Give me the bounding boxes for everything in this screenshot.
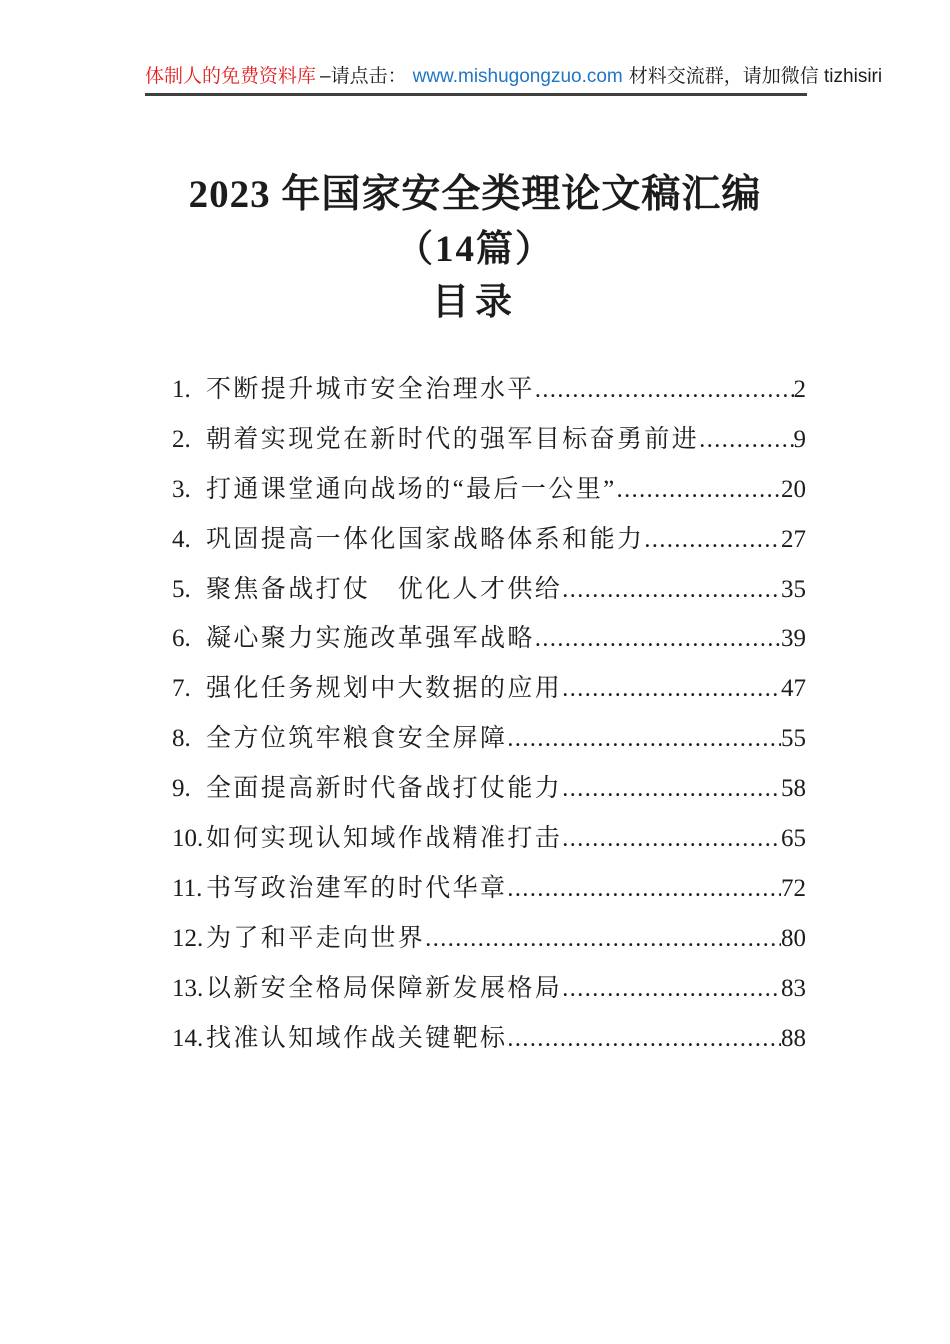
toc-item-page: 39 (781, 625, 806, 653)
toc-item[interactable] (172, 377, 806, 402)
toc-item-page: 27 (781, 525, 806, 553)
toc-item-page: 47 (781, 675, 806, 703)
toc-leader-dots (535, 626, 781, 652)
toc-item-number: 14. (172, 1024, 204, 1052)
toc-item-title: 聚焦备战打仗 优化人才供给 (206, 575, 563, 603)
toc-item-title: 如何实现认知域作战精准打击 (206, 825, 563, 853)
toc-item[interactable] (172, 477, 806, 502)
toc-heading: 目录 (432, 282, 518, 323)
toc-item-title: 凝心聚力实施改革强军战略 (206, 625, 535, 653)
toc-item-title: 巩固提高一体化国家战略体系和能力 (206, 525, 645, 553)
toc-item-page: 88 (781, 1024, 806, 1052)
toc-item-title: 全面提高新时代备战打仗能力 (206, 775, 563, 803)
toc-item-page: 58 (781, 775, 806, 803)
toc-item-page: 35 (781, 575, 806, 603)
document-title: 2023 年国家安全类理论文稿汇编 (188, 173, 762, 216)
toc-item-page: 9 (793, 425, 806, 453)
toc-item[interactable] (172, 527, 806, 552)
toc-leader-dots (562, 776, 781, 802)
toc-item-title: 找准认知域作战关键靶标 (206, 1024, 508, 1052)
toc-item[interactable] (172, 427, 806, 452)
toc-leader-dots (699, 427, 793, 453)
toc-item-page: 65 (781, 825, 806, 853)
toc-item-title: 不断提升城市安全治理水平 (206, 376, 535, 403)
toc-item-number: 4. (172, 525, 191, 553)
toc-leader-dots (507, 1026, 781, 1052)
toc-item-page: 72 (781, 874, 806, 902)
toc-item-page: 83 (781, 974, 806, 1002)
toc-item-page: 2 (793, 376, 806, 403)
title-block (0, 167, 950, 329)
toc-leader-dots (644, 527, 781, 553)
toc-item-number: 11. (172, 874, 203, 902)
toc-item-title: 书写政治建军的时代华章 (206, 874, 508, 902)
toc-item-title: 朝着实现党在新时代的强军目标奋勇前进 (206, 425, 700, 453)
toc-item[interactable] (172, 976, 806, 1001)
toc-item[interactable] (172, 826, 806, 851)
toc-item[interactable] (172, 926, 806, 951)
toc-item-number: 5. (172, 575, 191, 603)
toc-item-number: 9. (172, 775, 191, 803)
toc-item-number: 6. (172, 625, 191, 653)
toc-item-page: 55 (781, 725, 806, 753)
toc-item-title: 强化任务规划中大数据的应用 (206, 675, 563, 703)
toc-item-number: 7. (172, 675, 191, 703)
toc-item[interactable] (172, 726, 806, 751)
table-of-contents (172, 377, 806, 1075)
toc-item[interactable] (172, 626, 806, 651)
toc-item-title: 打通课堂通向战场的“最后一公里” (206, 475, 617, 503)
promo-suffix-text: 材料交流群，请加微信 tizhisiri (628, 66, 883, 87)
promo-brand-text: 体制人的免费资料库 (145, 66, 317, 87)
toc-leader-dots (562, 826, 781, 852)
toc-item-number: 8. (172, 725, 191, 753)
promo-prompt-text: –请点击： (320, 66, 407, 87)
promo-link[interactable]: www.mishugongzuo.com (412, 66, 623, 87)
toc-leader-dots (507, 876, 781, 902)
toc-item-number: 3. (172, 475, 191, 503)
promo-header (145, 63, 883, 96)
toc-leader-dots (562, 676, 781, 702)
toc-item-number: 13. (172, 974, 204, 1002)
toc-item-title: 为了和平走向世界 (206, 924, 426, 952)
toc-item[interactable] (172, 1026, 806, 1051)
document-title-count: （14篇） (396, 229, 554, 270)
toc-item-number: 10. (172, 825, 204, 853)
toc-item[interactable] (172, 776, 806, 801)
toc-leader-dots (535, 377, 794, 403)
toc-item-number: 12. (172, 924, 204, 952)
toc-leader-dots (425, 926, 781, 952)
toc-item-title: 全方位筑牢粮食安全屏障 (206, 725, 508, 753)
toc-item-page: 20 (781, 475, 806, 503)
toc-item[interactable] (172, 676, 806, 701)
toc-item-number: 1. (172, 376, 191, 403)
toc-leader-dots (562, 976, 781, 1002)
toc-leader-dots (617, 477, 781, 503)
toc-leader-dots (562, 577, 781, 603)
toc-item[interactable] (172, 876, 806, 901)
toc-item[interactable] (172, 577, 806, 602)
toc-leader-dots (507, 726, 781, 752)
toc-item-title: 以新安全格局保障新发展格局 (206, 974, 563, 1002)
toc-item-page: 80 (781, 924, 806, 952)
toc-item-number: 2. (172, 425, 191, 453)
